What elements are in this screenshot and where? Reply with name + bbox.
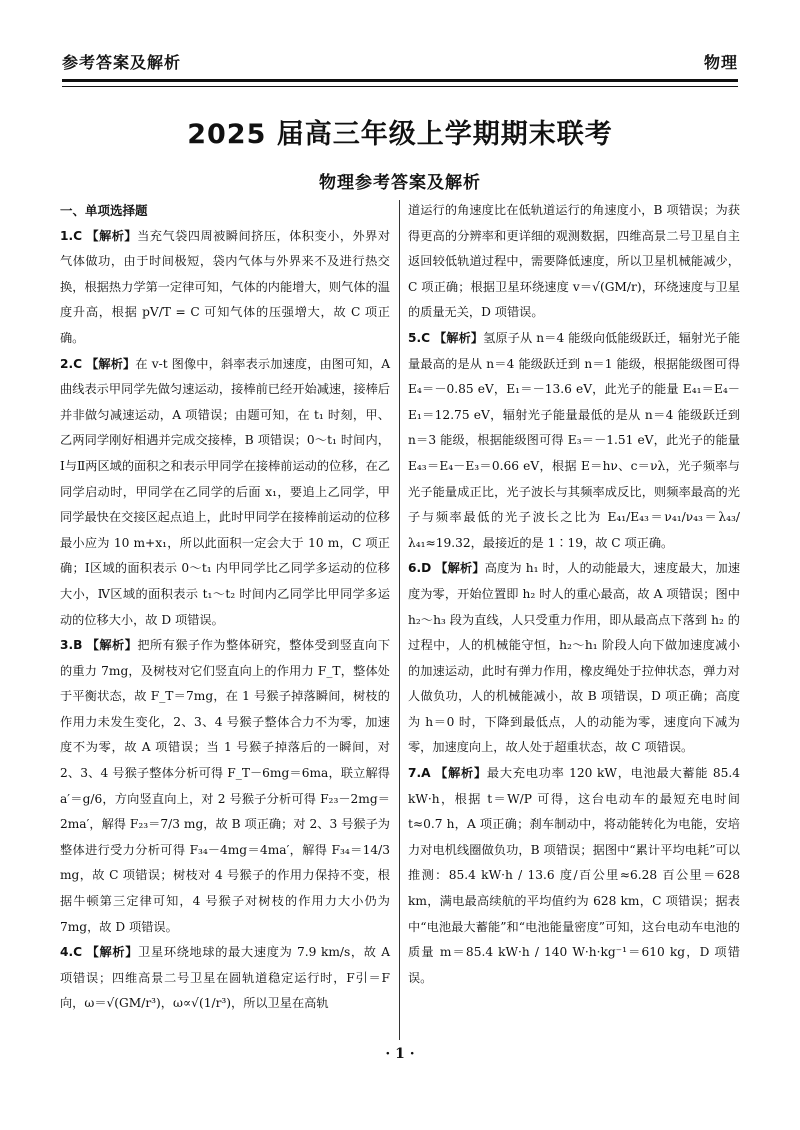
column-divider <box>399 200 400 1040</box>
answer-text: 卫星环绕地球的最大速度为 7.9 km/s，故 A 项错误；四维高景二号卫星在圆轨道稳定运行时，F引＝F向，ω＝√(GM/r³)，ω∝√(1/r³)，所以卫星在高轨 <box>60 945 391 1011</box>
answer-number: 3.B <box>60 638 83 653</box>
left-column <box>60 198 390 1017</box>
answer-text: 当充气袋四周被瞬间挤压，体积变小，外界对气体做功，由于时间极短，袋内气体与外界来不及进行热交换，根据热力学第一定律可知，气体的内能增大，则气体的温度升高，根据 pV/T = C 可知气体的压强增大，故 C 项正确。 <box>60 228 391 345</box>
analysis-tag: 【解析】 <box>86 356 136 371</box>
analysis-tag: 【解析】 <box>86 228 138 243</box>
answer-text: 道运行的角速度比在低轨道运行的角速度小，B 项错误；为获得更高的分辨率和更详细的观测数据，四维高景二号卫星自主返回较低轨道过程中，需要降低速度，所以卫星机械能减少，C 项正确；根据卫星环绕速度 v＝√(GM/r)，环绕速度与卫星的质量无关，D 项错误。 <box>408 203 740 320</box>
answer-item-6 <box>408 556 740 761</box>
analysis-tag: 【解析】 <box>435 561 485 576</box>
exam-title: 2025 届高三年级上学期期末联考 <box>187 119 613 150</box>
answer-item-4 <box>60 940 390 1017</box>
running-header <box>62 46 738 82</box>
header-left-text: 参考答案及解析 <box>62 53 182 72</box>
answer-number: 2.C <box>60 356 83 371</box>
analysis-tag: 【解析】 <box>434 330 484 345</box>
header-rule <box>62 86 738 87</box>
answer-number: 4.C <box>60 945 83 960</box>
answer-item-2 <box>60 352 390 634</box>
answer-key-subtitle: 物理参考答案及解析 <box>319 173 481 193</box>
answer-text: 在 v-t 图像中，斜率表示加速度，由图可知，A 曲线表示甲同学先做匀速运动，接棒前已经开始减速，接棒后并非做匀减速运动，A 项错误；由题可知，在 t₁ 时刻，甲、乙两同学刚好相遇并完成交接棒，B 项错误；0～t₁ 时间内，Ⅰ与Ⅱ两区域的面积之和表示甲同学在接棒前运动的位移，在乙同学启动时，甲同学在乙同学的后面 x₁，要追上乙同学，甲同学最快在交接区起点追上，此时甲同学在接棒前运动的位移最小应为 10 m+x₁，所以此面积一定会大于 10 m，C 项正确；Ⅰ区域的面积表示 0～t₁ 内甲同学比乙同学多运动的位移大小，Ⅳ区域的面积表示 t₁～t₂ 时间内乙同学比甲同学多运动的位移大小，故 D 项错误。 <box>60 356 391 627</box>
answer-item-4-continued <box>408 198 740 326</box>
header-subject-text: 物理 <box>703 53 738 72</box>
answer-number: 7.A <box>408 766 431 781</box>
answer-item-1 <box>60 224 390 352</box>
analysis-tag: 【解析】 <box>86 638 138 653</box>
answer-text: 高度为 h₁ 时，人的动能最大，速度最大，加速度为零，开始位置即 h₂ 时人的重心最高，故 A 项错误；图中 h₂～h₃ 段为直线，人只受重力作用，即从最高点下落到 h₂ 的过程中，人的机械能守恒，h₂～h₁ 阶段人向下做加速度减小的加速运动，此时有弹力作用，橡皮绳处于拉伸状态，弹力对人做负功，人的机械能减小，故 B 项错误，D 项正确；高度为 h＝0 时，下降到最低点，人的动能为零，速度向下减为零，加速度向上，故人处于超重状态，故 C 项错误。 <box>408 561 741 755</box>
answer-item-3 <box>60 633 390 940</box>
answer-number: 5.C <box>408 330 431 345</box>
answer-text: 氢原子从 n＝4 能级向低能级跃迁，辐射光子能量最高的是从 n＝4 能级跃迁到 n＝1 能级，根据能级图可得 E₄＝－0.85 eV，E₁＝－13.6 eV，此光子的能量 E₄₁＝E₄－E₁＝12.75 eV，辐射光子能量最低的是从 n＝4 能级跃迁到 n＝3 能级，根据能级图可得 E₃＝－1.51 eV，此光子的能量 E₄₃＝E₄－E₃＝0.66 eV，根据 E＝hν、c＝νλ，光子频率与光子能量成正比，光子波长与其频率成反比，则频率最高的光子与频率最低的光子波长之比为 E₄₁/E₄₃＝ν₄₁/ν₄₃＝λ₄₃/λ₄₁≈19.32，最接近的是 1∶19，故 C 项正确。 <box>408 330 741 550</box>
page-number: · 1 · <box>385 1046 415 1062</box>
answer-number: 6.D <box>408 561 432 576</box>
answer-text: 最大充电功率 120 kW，电池最大蓄能 85.4 kW·h，根据 t＝W/P 可得，这台电动车的最短充电时间 t≈0.7 h，A 项正确；刹车制动中，将动能转化为电能，安培力对电机线圈做负功，B 项错误；据图中“累计平均电耗”可以推测：85.4 kW·h / 13.6 度/百公里≈6.28 百公里＝628 km，满电最高续航的平均值约为 628 km，C 项错误；据表中“电池最大蓄能”和“电池能量密度”可知，这台电动车电池的质量 m＝85.4 kW·h / 140 W·h·kg⁻¹＝610 kg，D 项错误。 <box>408 766 741 985</box>
analysis-tag: 【解析】 <box>435 766 487 781</box>
answer-item-5 <box>408 326 740 556</box>
answer-item-7 <box>408 761 740 991</box>
analysis-tag: 【解析】 <box>86 945 139 960</box>
answer-number: 1.C <box>60 228 83 243</box>
answer-text: 把所有猴子作为整体研究，整体受到竖直向下的重力 7mg，及树枝对它们竖直向上的作用力 F_T，整体处于平衡状态，故 F_T＝7mg，在 1 号猴子掉落瞬间，树枝的作用力未发生变化，2、3、4 号猴子整体合力不为零，加速度不为零，故 A 项错误；当 1 号猴子掉落后的一瞬间，对 2、3、4 号猴子整体分析可得 F_T－6mg＝6ma，联立解得 a′＝g/6，方向竖直向上，对 2 号猴子分析可得 F₂₃－2mg＝2ma′，解得 F₂₃＝7/3 mg，故 B 项正确；对 2、3 号猴子为整体进行受力分析可得 F₃₄－4mg＝4ma′，解得 F₃₄＝14/3 mg，故 C 项错误；树枝对 4 号猴子的作用力保持不变，根据牛顿第三定律可知，4 号猴子对树枝的作用力大小仍为 7mg，故 D 项错误。 <box>60 638 391 934</box>
right-column <box>408 198 740 991</box>
section-heading: 一、单项选择题 <box>60 203 148 218</box>
